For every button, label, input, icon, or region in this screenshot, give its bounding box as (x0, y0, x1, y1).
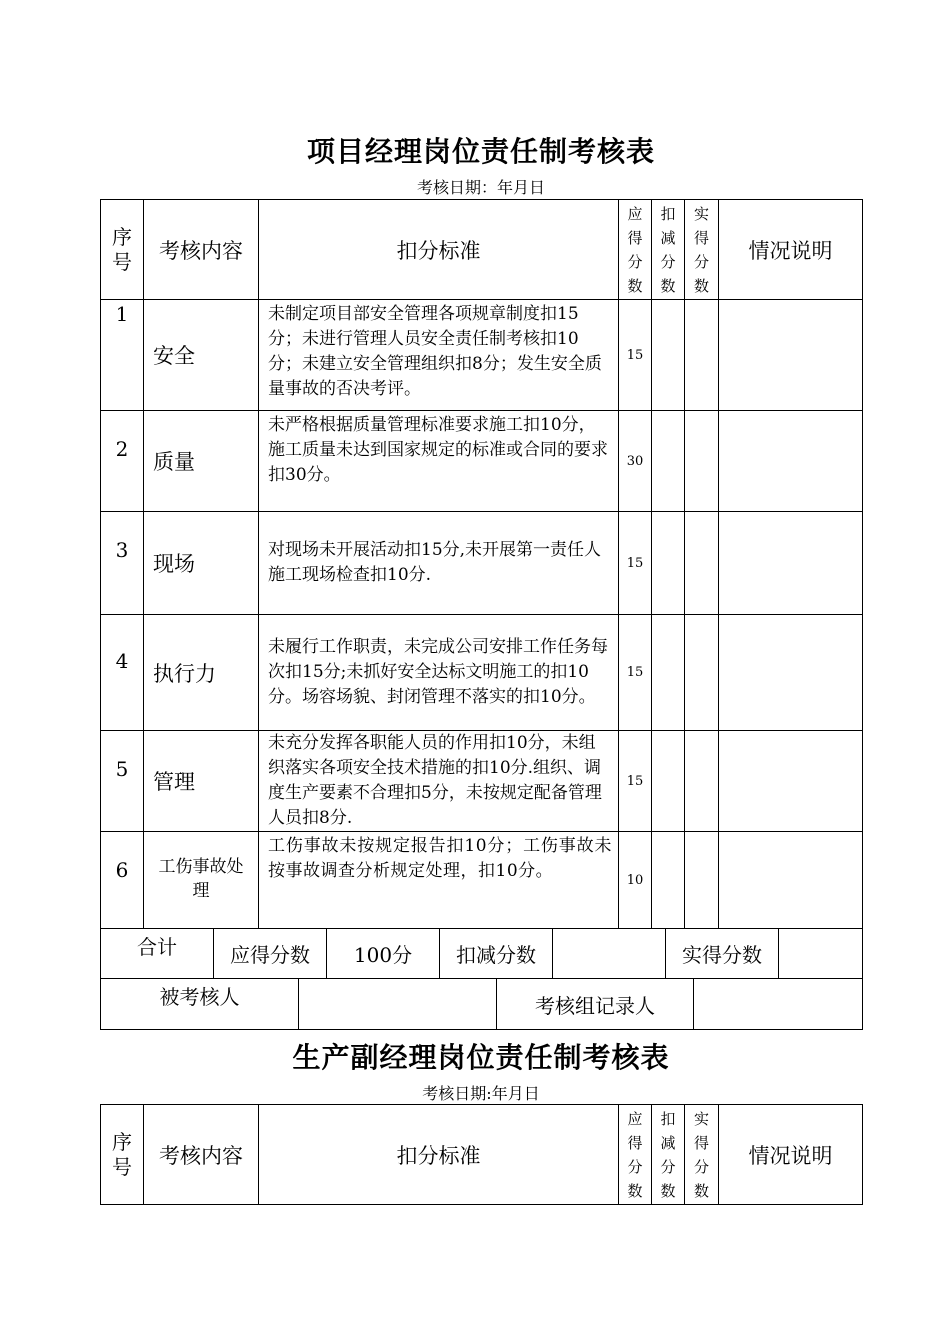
total-row (101, 929, 863, 979)
row-item: 工伤事故处理 (144, 832, 259, 929)
total-should-label: 应得分数 (214, 929, 327, 979)
row-should-score: 10 (619, 832, 652, 929)
total-deduct-value[interactable] (553, 929, 666, 979)
row-notes-cell[interactable] (719, 615, 863, 731)
table-row (101, 300, 863, 411)
total-actual-value[interactable] (779, 929, 863, 979)
row-actual-cell[interactable] (685, 615, 719, 731)
row-number: 2 (101, 411, 144, 512)
form2-main-table (100, 1104, 863, 1205)
row-item: 现场 (144, 512, 259, 615)
header-deduct-score: 扣 减 分 数 (652, 1105, 685, 1205)
form1-title: 项目经理岗位责任制考核表 (306, 135, 655, 168)
row-should-score: 15 (619, 512, 652, 615)
header-seq: 序号 (101, 200, 144, 300)
row-number: 5 (101, 731, 144, 832)
row-criteria: 未严格根据质量管理标准要求施工扣10分，施工质量未达到国家规定的标准或合同的要求扣30分。 (259, 411, 619, 512)
form2-date-line: 考核日期:年月日 (422, 1084, 540, 1103)
row-actual-cell[interactable] (685, 832, 719, 929)
row-actual-cell[interactable] (685, 300, 719, 411)
assessee-value[interactable] (299, 979, 497, 1030)
row-criteria: 对现场未开展活动扣15分,未开展第一责任人施工现场检查扣10分. (259, 512, 619, 615)
row-number: 1 (101, 300, 144, 411)
row-notes-cell[interactable] (719, 832, 863, 929)
row-should-score: 30 (619, 411, 652, 512)
form2-header-row (101, 1105, 863, 1205)
row-actual-cell[interactable] (685, 731, 719, 832)
row-deduct-cell[interactable] (652, 512, 685, 615)
row-item: 安全 (144, 300, 259, 411)
row-notes-cell[interactable] (719, 512, 863, 615)
row-criteria: 未充分发挥各职能人员的作用扣10分，未组织落实各项安全技术措施的扣10分.组织、调度生产要素不合理扣5分，未按规定配备管理人员扣8分. (259, 731, 619, 832)
table-row (101, 731, 863, 832)
total-actual-label: 实得分数 (666, 929, 779, 979)
row-notes-cell[interactable] (719, 300, 863, 411)
row-notes-cell[interactable] (719, 731, 863, 832)
assessee-label: 被考核人 (101, 979, 299, 1030)
row-should-score: 15 (619, 615, 652, 731)
recorder-value[interactable] (694, 979, 863, 1030)
table-row (101, 512, 863, 615)
row-deduct-cell[interactable] (652, 832, 685, 929)
header-content: 考核内容 (144, 1105, 259, 1205)
row-criteria: 未制定项目部安全管理各项规章制度扣15分；未进行管理人员安全责任制考核扣10分；未建立安全管理组织扣8分；发生安全质量事故的否决考评。 (259, 300, 619, 411)
row-number: 4 (101, 615, 144, 731)
header-notes: 情况说明 (719, 200, 863, 300)
row-actual-cell[interactable] (685, 411, 719, 512)
form1-date-line: 考核日期：年月日 (416, 178, 545, 197)
form2-title: 生产副经理岗位责任制考核表 (292, 1041, 670, 1074)
row-deduct-cell[interactable] (652, 731, 685, 832)
header-notes: 情况说明 (719, 1105, 863, 1205)
header-should-score: 应 得 分 数 (619, 1105, 652, 1205)
row-item: 管理 (144, 731, 259, 832)
total-deduct-label: 扣减分数 (440, 929, 553, 979)
row-criteria: 工伤事故未按规定报告扣10分；工伤事故未按事故调查分析规定处理，扣10分。 (259, 832, 619, 929)
form1-header-row (101, 200, 863, 300)
row-notes-cell[interactable] (719, 411, 863, 512)
row-item: 执行力 (144, 615, 259, 731)
header-actual-score: 实 得 分 数 (685, 1105, 719, 1205)
row-number: 3 (101, 512, 144, 615)
row-deduct-cell[interactable] (652, 615, 685, 731)
recorder-label: 考核组记录人 (497, 979, 694, 1030)
total-should-value: 100分 (327, 929, 440, 979)
header-content: 考核内容 (144, 200, 259, 300)
sign-row (101, 979, 863, 1030)
row-deduct-cell[interactable] (652, 411, 685, 512)
row-should-score: 15 (619, 731, 652, 832)
total-label: 合计 (101, 929, 214, 979)
table-row (101, 615, 863, 731)
table-row (101, 832, 863, 929)
row-should-score: 15 (619, 300, 652, 411)
form1-main-table (100, 199, 863, 929)
form1-total-table (100, 928, 863, 979)
header-should-score: 应 得 分 数 (619, 200, 652, 300)
row-number: 6 (101, 832, 144, 929)
row-deduct-cell[interactable] (652, 300, 685, 411)
form1-sign-table (100, 978, 863, 1030)
row-criteria: 未履行工作职责，未完成公司安排工作任务每次扣15分;未抓好安全达标文明施工的扣10分。场容场貌、封闭管理不落实的扣10分。 (259, 615, 619, 731)
header-seq: 序号 (101, 1105, 144, 1205)
header-deduct-score: 扣 减 分 数 (652, 200, 685, 300)
header-actual-score: 实 得 分 数 (685, 200, 719, 300)
table-row (101, 411, 863, 512)
header-criteria: 扣分标准 (259, 1105, 619, 1205)
row-item: 质量 (144, 411, 259, 512)
header-criteria: 扣分标准 (259, 200, 619, 300)
row-actual-cell[interactable] (685, 512, 719, 615)
